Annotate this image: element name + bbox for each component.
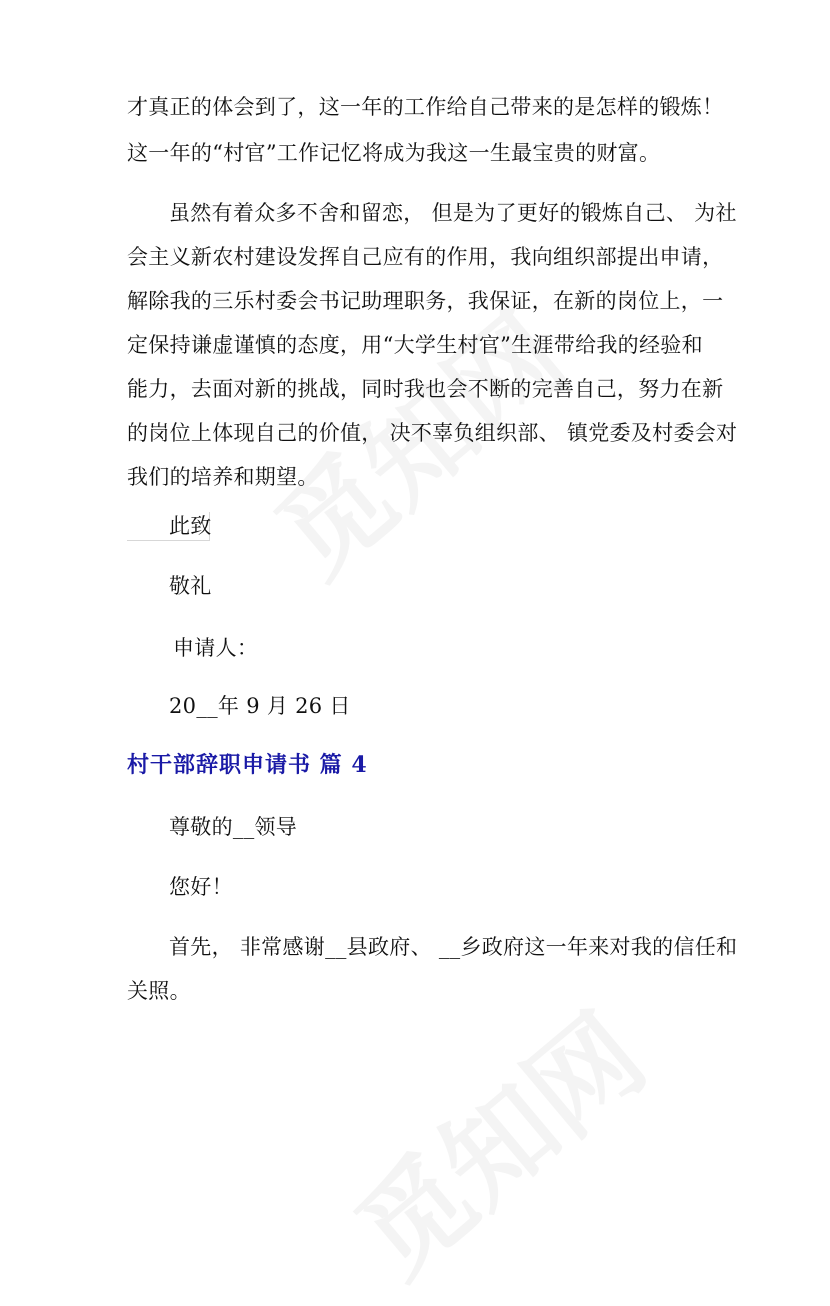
- paragraph1-line2: 这一年的“村官”工作记忆将成为我这一生最宝贵的财富。: [127, 141, 661, 165]
- paragraph2-line2: 会主义新农村建设发挥自己应有的作用，我向组织部提出申请，: [127, 245, 724, 269]
- paragraph2-line1: 虽然有着众多不舍和留恋， 但是为了更好的锻炼自己、 为社: [169, 201, 737, 225]
- section4-line2: 关照。: [127, 979, 191, 1003]
- closing-date: 20__年 9 月 26 日: [169, 694, 351, 718]
- section4-hello: 您好！: [169, 875, 233, 899]
- section-heading: 村干部辞职申请书 篇 4: [127, 752, 368, 778]
- applicant-label: 申请人：: [173, 636, 259, 660]
- watermark-bottom: [318, 972, 672, 1305]
- paragraph2-line5: 能力，去面对新的挑战，同时我也会不断的完善自己，努力在新: [127, 377, 724, 401]
- closing-salute: 此致: [169, 514, 212, 538]
- paragraph1-line1: 才真正的体会到了，这一年的工作给自己带来的是怎样的锻炼！: [127, 95, 724, 119]
- paragraph2-line4: 定保持谦虚谨慎的态度，用“大学生村官”生涯带给我的经验和: [127, 333, 703, 357]
- section4-line1: 首先， 非常感谢__县政府、 __乡政府这一年来对我的信任和: [169, 935, 738, 959]
- paragraph2-line7: 我们的培养和期望。: [127, 465, 319, 489]
- paragraph2-line3: 解除我的三乐村委会书记助理职务，我保证，在新的岗位上，一: [127, 289, 724, 313]
- closing-regards: 敬礼: [169, 574, 212, 598]
- section4-greeting: 尊敬的__领导: [169, 815, 298, 839]
- paragraph2-line6: 的岗位上体现自己的价值， 决不辜负组织部、 镇党委及村委会对: [127, 421, 738, 445]
